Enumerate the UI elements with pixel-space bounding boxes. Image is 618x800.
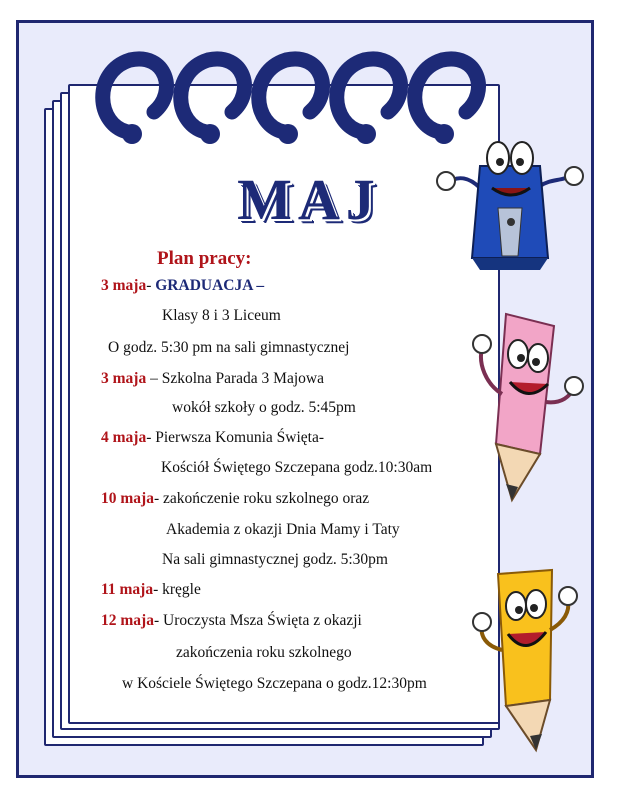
entry-5-text: kręgle bbox=[162, 581, 201, 598]
entry-3-date: 4 maja bbox=[101, 429, 147, 446]
entry-2-sep: – bbox=[146, 370, 162, 387]
entry-6-line-2: w Kościele Świętego Szczepana o godz.12:30pm bbox=[122, 675, 427, 692]
month-title-text: MAJ bbox=[237, 167, 381, 232]
entry-1-date: 3 maja bbox=[101, 277, 147, 294]
entry-4-line-1: Akademia z okazji Dnia Mamy i Taty bbox=[166, 521, 400, 538]
entry-6-sep: - bbox=[153, 612, 163, 629]
entry-1-title: GRADUACJA – bbox=[155, 277, 265, 294]
entry-2-heading bbox=[101, 370, 324, 388]
entry-3-sep: - bbox=[146, 429, 156, 446]
spiral-ring-4-icon bbox=[337, 59, 401, 132]
entry-4-sep: - bbox=[153, 490, 163, 507]
entry-4-text: zakończenie roku szkolnego oraz bbox=[163, 490, 370, 507]
entry-6-line-1: zakończenia roku szkolnego bbox=[176, 644, 352, 661]
entry-3-line-1: Kościół Świętego Szczepana godz.10:30am bbox=[161, 459, 433, 476]
spiral-ring-2-icon bbox=[181, 59, 245, 132]
entry-2-date: 3 maja bbox=[101, 370, 147, 387]
entry-2-text: Szkolna Parada 3 Majowa bbox=[161, 370, 324, 387]
entry-6-text: Uroczysta Msza Święta z okazji bbox=[163, 612, 362, 629]
entry-3-heading bbox=[101, 429, 324, 447]
entry-1-line-1: Klasy 8 i 3 Liceum bbox=[162, 307, 281, 324]
spiral-ring-3-icon bbox=[259, 59, 323, 132]
entry-6-date: 12 maja bbox=[101, 612, 154, 629]
entry-5-sep: - bbox=[153, 581, 163, 598]
entry-1-line-2: O godz. 5:30 pm na sali gimnastycznej bbox=[108, 339, 350, 356]
entry-5-heading bbox=[101, 581, 201, 599]
entry-4-heading bbox=[101, 490, 369, 508]
entry-5-date: 11 maja bbox=[101, 581, 154, 598]
entry-4-line-2: Na sali gimnastycznej godz. 5:30pm bbox=[162, 551, 388, 568]
entry-4-date: 10 maja bbox=[101, 490, 154, 507]
spiral-ring-1-icon bbox=[103, 59, 167, 132]
spiral-ring-5-icon bbox=[415, 59, 479, 132]
entry-2-line-1: wokół szkoły o godz. 5:45pm bbox=[172, 399, 356, 416]
plan-heading: Plan pracy: bbox=[157, 248, 252, 269]
pink-pencil-cartoon-icon bbox=[466, 304, 586, 504]
entry-1-sep: - bbox=[146, 277, 156, 294]
sharpener-cartoon-icon bbox=[436, 126, 586, 276]
entry-6-heading bbox=[101, 612, 362, 630]
entry-1-heading bbox=[101, 277, 264, 295]
yellow-pencil-cartoon-icon bbox=[466, 560, 586, 760]
entry-3-text: Pierwsza Komunia Święta- bbox=[155, 429, 324, 446]
